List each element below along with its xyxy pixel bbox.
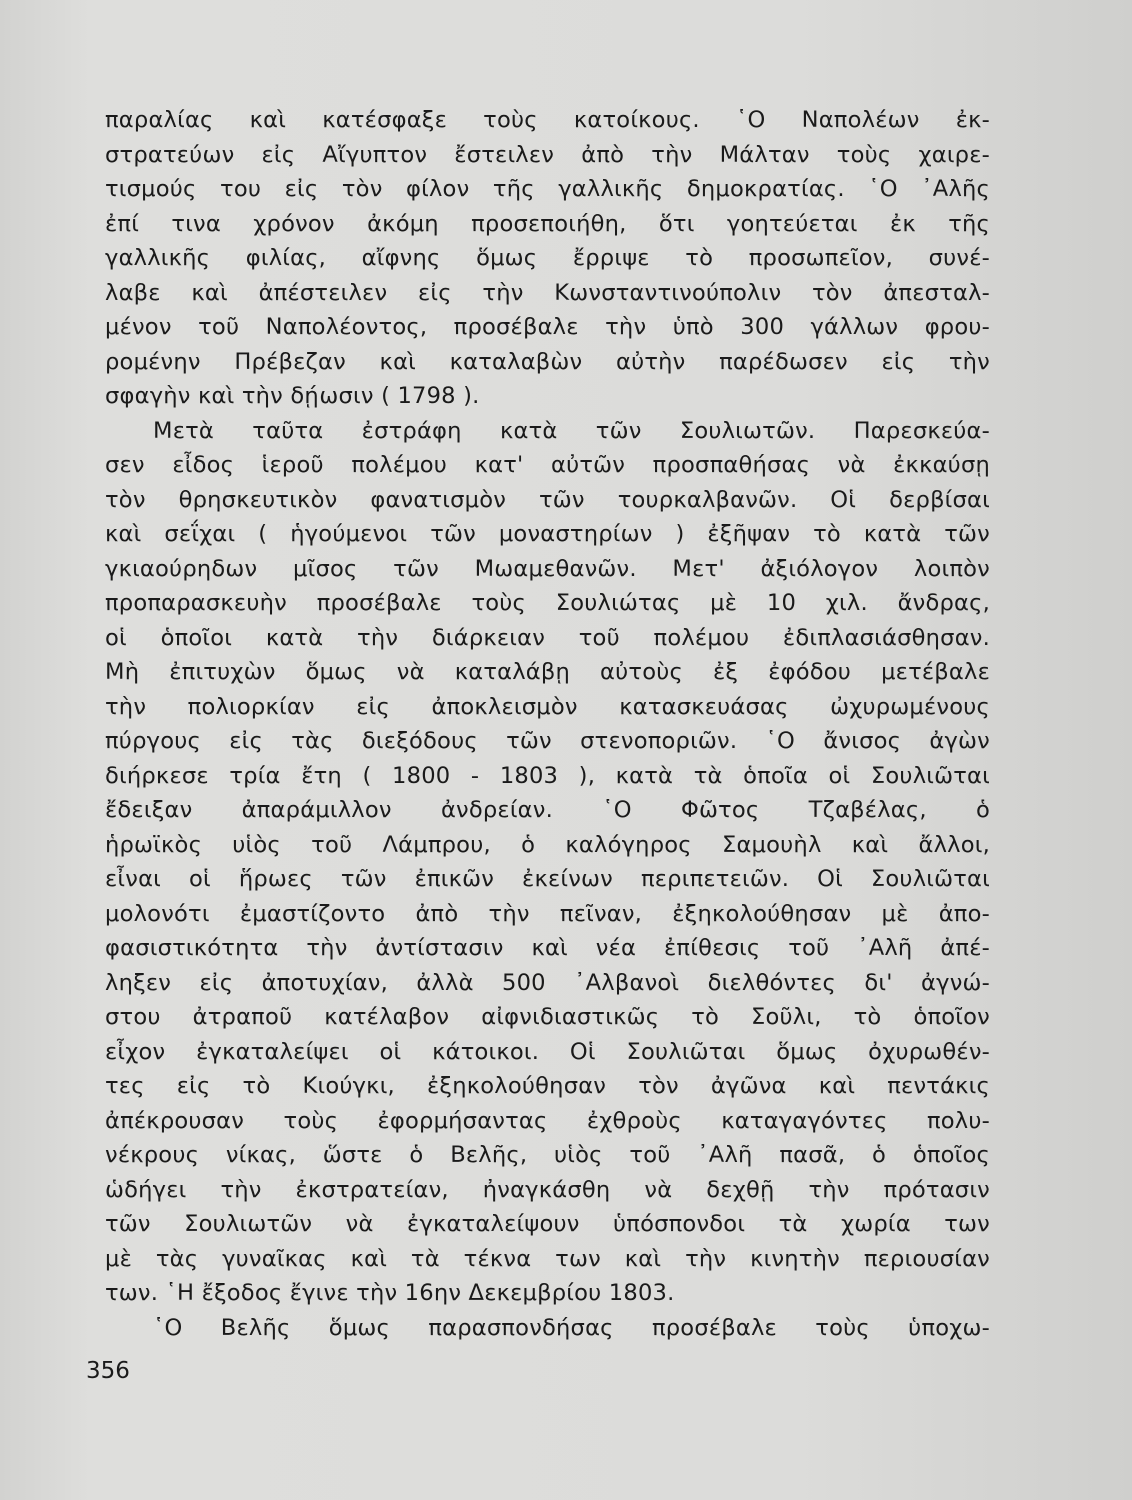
text-line: ὡδήγει τὴν ἐκστρατείαν, ἠναγκάσθη νὰ δεχθῇ τὴν πρότασιν	[105, 1176, 990, 1203]
text-line: μολονότι ἐμαστίζοντο ἀπὸ τὴν πεῖναν, ἐξηκολούθησαν μὲ ἀπο-	[105, 900, 990, 927]
text-line: Μὴ ἐπιτυχὼν ὅμως νὰ καταλάβῃ αὐτοὺς ἐξ ἐφόδου μετέβαλε	[105, 659, 990, 685]
text-line: ἐπί τινα χρόνον ἀκόμη προσεποιήθη, ὅτι γοητεύεται ἐκ τῆς	[105, 210, 990, 237]
text-line: στου ἀτραποῦ κατέλαβον αἰφνιδιαστικῶς τὸ Σοῦλι, τὸ ὁποῖον	[105, 1004, 990, 1030]
text-line: διήρκεσε τρία ἔτη ( 1800 - 1803 ), κατὰ τὰ ὁποῖα οἱ Σουλιῶται	[105, 762, 990, 789]
text-line: στρατεύων εἰς Αἴγυπτον ἔστειλεν ἀπὸ τὴν Μάλταν τοὺς χαιρε-	[105, 141, 990, 168]
text-line: εἶναι οἱ ἥρωες τῶν ἐπικῶν ἐκείνων περιπετειῶν. Οἱ Σουλιῶται	[105, 866, 990, 892]
text-line: τῶν Σουλιωτῶν νὰ ἐγκαταλείψουν ὑπόσπονδοι τὰ χωρία των	[105, 1211, 990, 1237]
text-line: σεν εἶδος ἱεροῦ πολέμου κατ' αὐτῶν προσπαθήσας νὰ ἐκκαύσῃ	[105, 452, 990, 478]
text-line: εἶχον ἐγκαταλείψει οἱ κάτοικοι. Οἱ Σουλιῶται ὅμως ὀχυρωθέν-	[105, 1038, 990, 1065]
body-text	[105, 103, 990, 1345]
text-line: φασιστικότητα τὴν ἀντίστασιν καὶ νέα ἐπίθεσις τοῦ ᾿Αλῆ ἀπέ-	[105, 935, 990, 961]
text-line: λαβε καὶ ἀπέστειλεν εἰς τὴν Κωνσταντινούπολιν τὸν ἀπεσταλ-	[105, 279, 990, 306]
text-line: νέκρους νίκας, ὥστε ὁ Βελῆς, υἱὸς τοῦ ᾿Αλῆ πασᾶ, ὁ ὁποῖος	[105, 1142, 990, 1168]
text-line: τὴν πολιορκίαν εἰς ἀποκλεισμὸν κατασκευάσας ὠχυρωμένους	[105, 693, 990, 720]
text-line: ρομένην Πρέβεζαν καὶ καταλαβὼν αὐτὴν παρέδωσεν εἰς τὴν	[105, 348, 990, 375]
text-line: μένον τοῦ Ναπολέοντος, προσέβαλε τὴν ὑπὸ 300 γάλλων φρου-	[105, 314, 990, 340]
text-line: ἀπέκρουσαν τοὺς ἐφορμήσαντας ἐχθροὺς καταγαγόντες πολυ-	[105, 1107, 990, 1134]
text-line: των. ῾Η ἔξοδος ἔγινε τὴν 16ην Δεκεμβρίου 1803.	[105, 1280, 675, 1306]
text-line: παραλίας καὶ κατέσφαξε τοὺς κατοίκους. ῾Ο Ναπολέων ἐκ-	[105, 107, 990, 133]
text-line: ἡρωϊκὸς υἱὸς τοῦ Λάμπρου, ὁ καλόγηρος Σαμουὴλ καὶ ἄλλοι,	[105, 831, 990, 858]
text-line: οἱ ὁποῖοι κατὰ τὴν διάρκειαν τοῦ πολέμου ἐδιπλασιάσθησαν.	[105, 624, 990, 651]
page-number: 356	[86, 1358, 130, 1384]
text-line: καὶ σεΐχαι ( ἡγούμενοι τῶν μοναστηρίων ) ἐξῆψαν τὸ κατὰ τῶν	[105, 521, 990, 547]
text-line: ἔδειξαν ἀπαράμιλλον ἀνδρείαν. ῾Ο Φῶτος Τζαβέλας, ὁ	[105, 797, 990, 823]
text-line: γαλλικῆς φιλίας, αἴφνης ὅμως ἔρριψε τὸ προσωπεῖον, συνέ-	[105, 245, 990, 271]
text-line: τισμούς του εἰς τὸν φίλον τῆς γαλλικῆς δημοκρατίας. ῾Ο ᾿Αλῆς	[105, 176, 990, 202]
text-line: Μετὰ ταῦτα ἐστράφη κατὰ τῶν Σουλιωτῶν. Παρεσκεύα-	[153, 417, 990, 444]
text-line: ῾Ο Βελῆς ὅμως παρασπονδήσας προσέβαλε τοὺς ὑποχω-	[153, 1314, 990, 1341]
text-line: προπαρασκευὴν προσέβαλε τοὺς Σουλιώτας μὲ 10 χιλ. ἄνδρας,	[105, 590, 990, 616]
text-line: γκιαούρηδων μῖσος τῶν Μωαμεθανῶν. Μετ' ἀξιόλογον λοιπὸν	[105, 555, 990, 582]
text-line: τὸν θρησκευτικὸν φανατισμὸν τῶν τουρκαλβανῶν. Οἱ δερβίσαι	[105, 486, 990, 513]
text-line: τες εἰς τὸ Κιούγκι, ἐξηκολούθησαν τὸν ἀγῶνα καὶ πεντάκις	[105, 1073, 990, 1099]
text-line: σφαγὴν καὶ τὴν δῄωσιν ( 1798 ).	[105, 383, 480, 409]
text-line: πύργους εἰς τὰς διεξόδους τῶν στενοποριῶν. ῾Ο ἄνισος ἀγὼν	[105, 728, 990, 754]
text-line: μὲ τὰς γυναῖκας καὶ τὰ τέκνα των καὶ τὴν κινητὴν περιουσίαν	[105, 1245, 990, 1272]
text-line: ληξεν εἰς ἀποτυχίαν, ἀλλὰ 500 ᾿Αλβανοὶ διελθόντες δι' ἀγνώ-	[105, 969, 990, 996]
